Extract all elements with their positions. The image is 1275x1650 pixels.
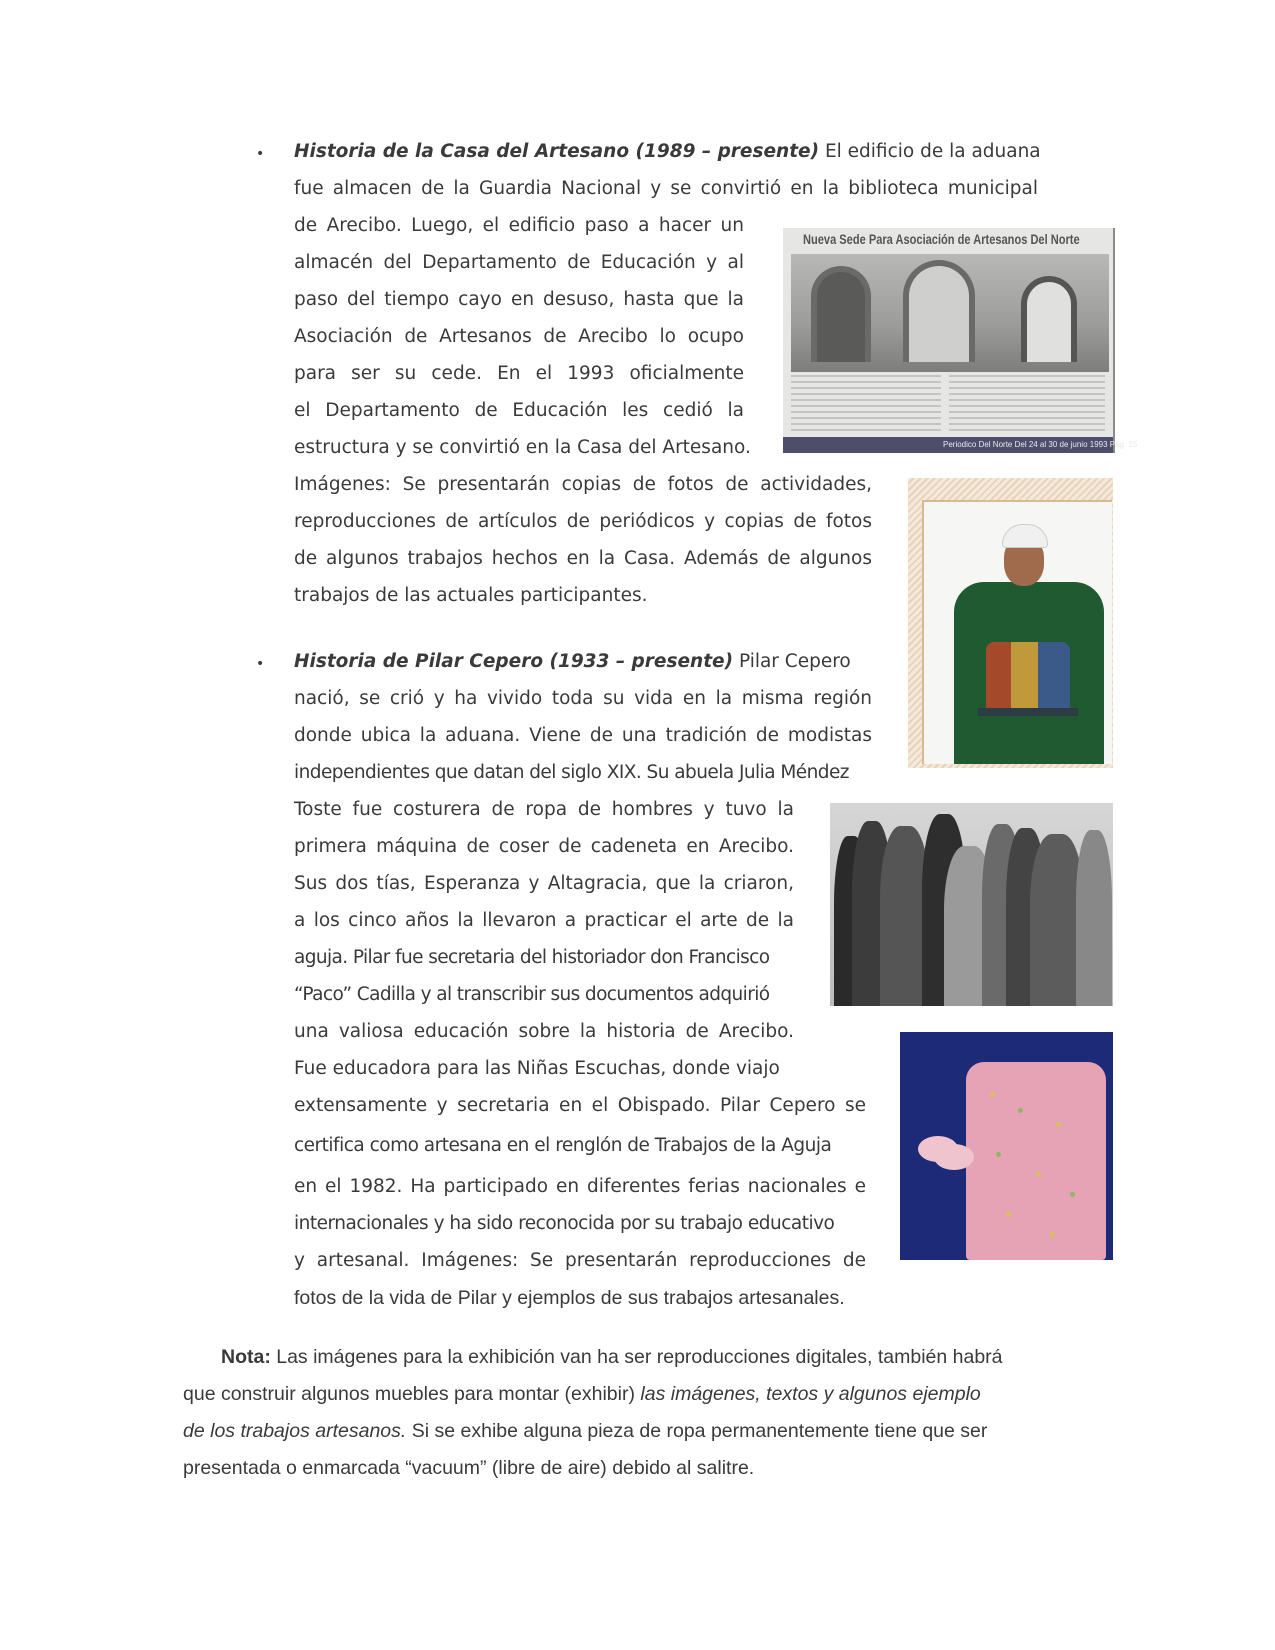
section2-line: donde ubica la aduana. Viene de una tradición de modistas [294, 725, 872, 746]
note-line [183, 1382, 981, 1406]
section2-line: a los cinco años la llevaron a practicar el arte de la [294, 910, 794, 931]
section1-first-line [294, 140, 1041, 164]
bullet-marker: • [256, 146, 265, 162]
section2-line: independientes que datan del siglo XIX. Su abuela Julia Méndez [294, 762, 849, 783]
section2-line: Pilar Cepero [733, 651, 851, 672]
section1-title: Historia de la Casa del Artesano (1989 – presente) [294, 141, 820, 162]
section2-line: Fue educadora para las Niñas Escuchas, donde viajo [294, 1058, 780, 1079]
section2-line: “Paco” Cadilla y al transcribir sus documentos adquirió [294, 984, 770, 1005]
note-line [221, 1345, 1003, 1369]
section1-line: Imágenes: Se presentarán copias de fotos de actividades, [294, 474, 872, 495]
note-text-italic: de los trabajos artesanos. [183, 1420, 407, 1442]
section1-line: El edificio de la aduana [819, 141, 1041, 162]
section2-line: una valiosa educación sobre la historia de Arecibo. [294, 1021, 794, 1042]
section2-line: nació, se crió y ha vivido toda su vida en la misma región [294, 688, 872, 709]
newspaper-headline: Nueva Sede Para Asociación de Artesanos Del Norte [803, 232, 1080, 247]
section2-line: primera máquina de coser de cadeneta en Arecibo. [294, 836, 794, 857]
section2-line: en el 1982. Ha participado en diferentes ferias nacionales e [294, 1176, 866, 1197]
section1-line: trabajos de las actuales participantes. [294, 585, 648, 606]
section1-line: Asociación de Artesanos de Arecibo lo ocupo [294, 326, 744, 347]
note-line [183, 1419, 987, 1443]
group-photo [830, 803, 1113, 1006]
section1-line: fue almacen de la Guardia Nacional y se convirtió en la biblioteca municipal [294, 178, 1038, 199]
section2-line: certifica como artesana en el renglón de Trabajos de la Aguja [294, 1135, 832, 1156]
section2-first-line [294, 650, 851, 674]
building-photo [791, 254, 1109, 372]
section1-line: de algunos trabajos hechos en la Casa. Además de algunos [294, 548, 872, 569]
section2-line: y artesanal. Imágenes: Se presentarán reproducciones de [294, 1250, 866, 1271]
section2-line: aguja. Pilar fue secretaria del historiador don Francisco [294, 947, 770, 968]
artisan-portrait-photo [908, 478, 1113, 768]
section2-line: Toste fue costurera de ropa de hombres y tuvo la [294, 799, 794, 820]
section1-line: de Arecibo. Luego, el edificio paso a hacer un [294, 215, 744, 236]
section2-line: fotos de la vida de Pilar y ejemplos de sus trabajos artesanales. [294, 1287, 845, 1309]
section1-line: para ser su cede. En el 1993 oficialmente [294, 363, 744, 384]
note-text: Si se exhibe alguna pieza de ropa permanentemente tiene que ser [406, 1420, 988, 1442]
section1-line: el Departamento de Educación les cedió la [294, 400, 744, 421]
embroidered-dress-photo [900, 1032, 1113, 1260]
note-text: que construir algunos muebles para montar (exhibir) [183, 1383, 641, 1405]
newspaper-clipping-image [783, 228, 1138, 453]
section1-line: paso del tiempo cayo en desuso, hasta que la [294, 289, 744, 310]
section2-line: extensamente y secretaria en el Obispado. Pilar Cepero se [294, 1095, 866, 1116]
section1-line: reproducciones de artículos de periódicos y copias de fotos [294, 511, 872, 532]
section2-title: Historia de Pilar Cepero (1933 – presente) [294, 651, 734, 672]
note-text: Las imágenes para la exhibición van ha ser reproducciones digitales, también habrá [270, 1346, 1003, 1368]
bullet-marker: • [256, 656, 265, 672]
note-line: presentada o enmarcada “vacuum” (libre de aire) debido al salitre. [183, 1457, 755, 1479]
newspaper-footer: Periodico Del Norte Del 24 al 30 de junio 1993 Pág. 15 [783, 437, 1113, 453]
section2-line: Sus dos tías, Esperanza y Altagracia, que la criaron, [294, 873, 794, 894]
section1-line: estructura y se convirtió en la Casa del Artesano. [294, 437, 751, 458]
section2-line: internacionales y ha sido reconocida por su trabajo educativo [294, 1213, 835, 1234]
note-label: Nota: [221, 1346, 271, 1368]
note-text-italic: las imágenes, textos y algunos ejemplo [640, 1383, 981, 1405]
section1-line: almacén del Departamento de Educación y al [294, 252, 744, 273]
